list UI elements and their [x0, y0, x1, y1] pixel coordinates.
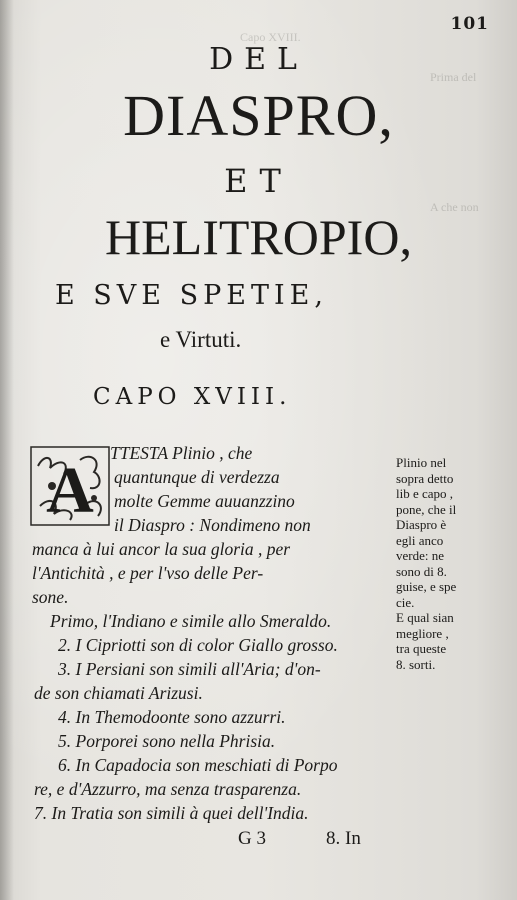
margin-note-line: E qual sian [396, 610, 454, 625]
title-line-4: HELITROPIO, [105, 209, 412, 265]
body-line: quantunque di verdezza [114, 467, 280, 487]
body-line: 4. In Themodoonte sono azzurri. [58, 707, 286, 727]
body-line: 5. Porporei sono nella Phrisia. [58, 731, 276, 751]
body-line: manca à lui ancor la sua gloria , per [32, 539, 291, 559]
margin-note-line: 8. sorti. [396, 656, 436, 672]
margin-note-line: Diaspro è [396, 517, 447, 532]
margin-note-line: megliore , [396, 625, 449, 641]
title-line-2: DIASPRO, [123, 83, 394, 148]
body-line: molte Gemme auuanzzino [114, 491, 295, 511]
body-line: de son chiamati Arizusi. [34, 683, 203, 703]
body-line: l'Antichità , e per l'vso delle Per- [32, 563, 264, 583]
margin-note-line: sopra detto [396, 470, 454, 486]
catchword: 8. In [326, 828, 361, 849]
body-line: 7. In Tratia son simili à quei dell'India. [34, 803, 309, 823]
body-line: TTESTA Plinio , che [110, 443, 253, 463]
body-line: 2. I Cipriotti son di color Giallo grosso. [58, 635, 338, 655]
margin-note-line: cie. [396, 594, 415, 610]
dropcap-letter: A [46, 454, 94, 526]
margin-note [396, 455, 506, 672]
body-line: il Diaspro : Nondimeno non [114, 515, 311, 535]
show-through-text: Capo XVIII. [240, 30, 301, 44]
title-line-3: ET [224, 162, 293, 200]
show-through-text: Prima del [430, 70, 477, 84]
body-line: Primo, l'Indiano e simile allo Smeraldo. [50, 611, 332, 631]
decorated-initial-icon [30, 446, 110, 526]
margin-note-line: sono di 8. [396, 563, 447, 579]
title-line-6: e Virtuti. [160, 327, 242, 352]
margin-note-line: tra queste [396, 641, 447, 656]
title-line-5: E SVE SPETIE, [55, 280, 328, 311]
body-line: 6. In Capadocia son meschiati di Porpo [58, 755, 338, 775]
title-line-1: DEL [209, 42, 308, 77]
signature-mark: G 3 [238, 828, 266, 849]
body-line: sone. [32, 587, 69, 607]
margin-note-line: egli anco [396, 532, 444, 548]
margin-note-line: lib e capo , [396, 486, 454, 501]
chapter-heading: CAPO XVIII. [93, 384, 292, 410]
margin-note-line: guise, e spe [396, 579, 457, 594]
margin-note-line: pone, che il [396, 501, 457, 517]
body-line: re, e d'Azzurro, ma senza trasparenza. [34, 779, 302, 799]
margin-note-line: Plinio nel [396, 455, 447, 470]
body-line: 3. I Persiani son simili all'Aria; d'on- [58, 659, 321, 679]
margin-note-line: verde: ne [396, 548, 445, 563]
show-through-text: A che non [430, 200, 479, 214]
page-number: 101 [450, 14, 489, 34]
